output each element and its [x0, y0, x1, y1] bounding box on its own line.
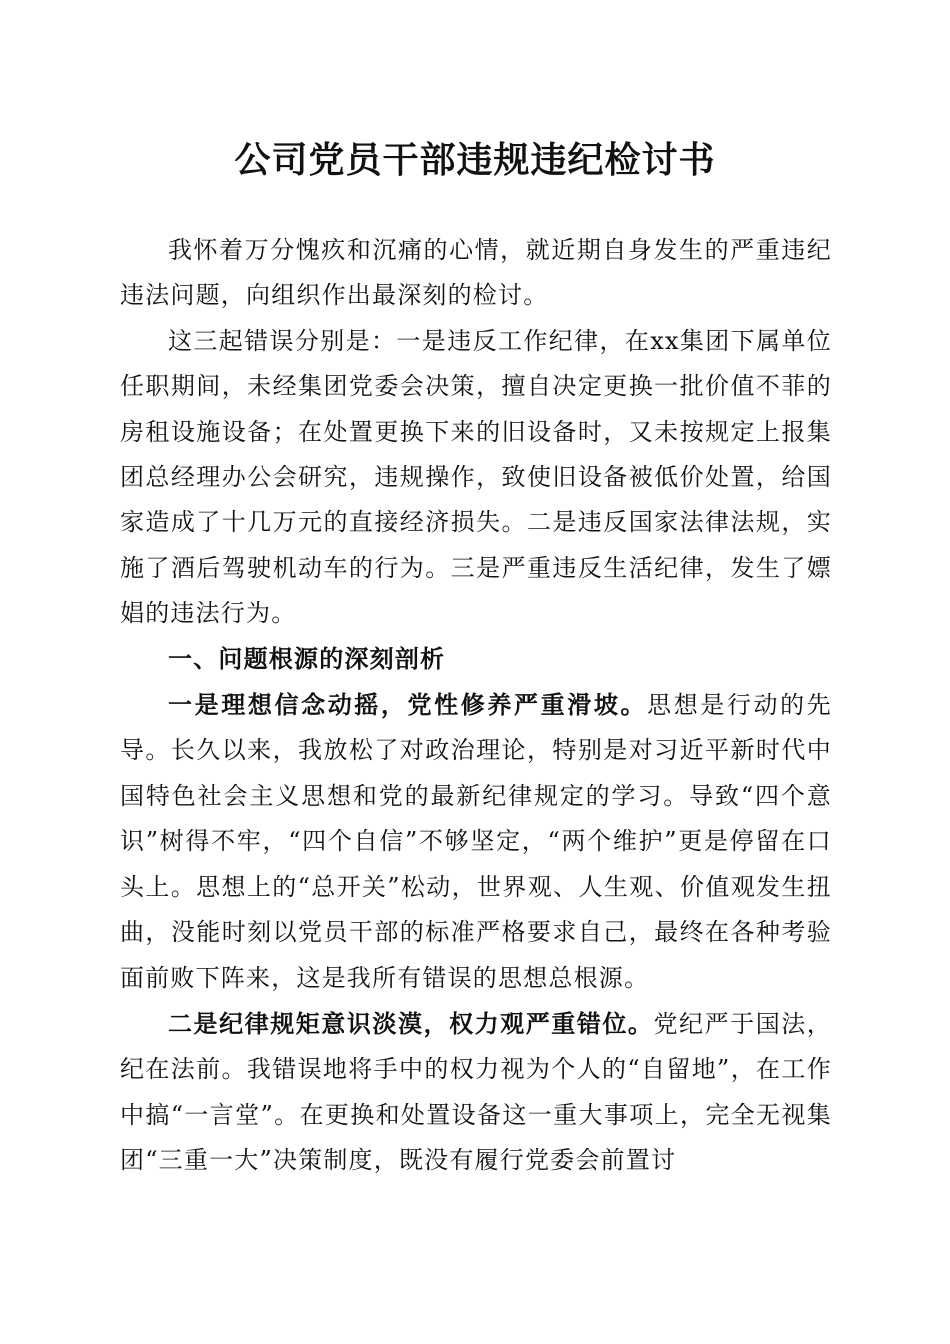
document-title: 公司党员干部违规违纪检讨书: [234, 139, 716, 181]
paragraph-lead-discipline: 二是纪律规矩意识淡漠，权力观严重错位。: [168, 1008, 654, 1038]
paragraph-body-discipline: 党纪严于国法，纪在法前。我错误地将手中的权力视为个人的“自留地”，在工作中搞“一言堂”。在更换和处置设备这一重大事项上，完全无视集团“三重一大”决策制度，既没有履行党委会前置讨: [120, 1009, 832, 1175]
paragraph-discipline: [120, 1001, 832, 1184]
paragraph-ideals-faith: [120, 682, 832, 1001]
paragraph-lead-ideals: 一是理想信念动摇，党性修养严重滑坡。: [168, 690, 648, 720]
section-heading-root-cause: 一、问题根源的深刻剖析: [168, 644, 446, 673]
paragraph-body-ideals: 思想是行动的先导。长久以来，我放松了对政治理论，特别是对习近平新时代中国特色社会主义思想和党的最新纪律规定的学习。导致“四个意识”树得不牢，“四个自信”不够坚定，“两个维护”更是停留在口头上。思想上的“总开关”松动，世界观、人生观、价值观发生扭曲，没能时刻以党员干部的标准严格要求自己，最终在各种考验面前败下阵来，这是我所有错误的思想总根源。: [120, 691, 832, 992]
paragraph-intro: 我怀着万分愧疚和沉痛的心情，就近期自身发生的严重违纪违法问题，向组织作出最深刻的检讨。: [120, 236, 832, 310]
document-body: [120, 228, 832, 1184]
paragraph-three-errors: 这三起错误分别是：一是违反工作纪律，在xx集团下属单位任职期间，未经集团党委会决策，擅自决定更换一批价值不菲的房租设施设备；在处置更换下来的旧设备时，又未按规定上报集团总经理办公会研究，违规操作，致使旧设备被低价处置，给国家造成了十几万元的直接经济损失。二是违反国家法律法规，实施了酒后驾驶机动车的行为。三是严重违反生活纪律，发生了嫖娼的违法行为。: [120, 326, 832, 628]
